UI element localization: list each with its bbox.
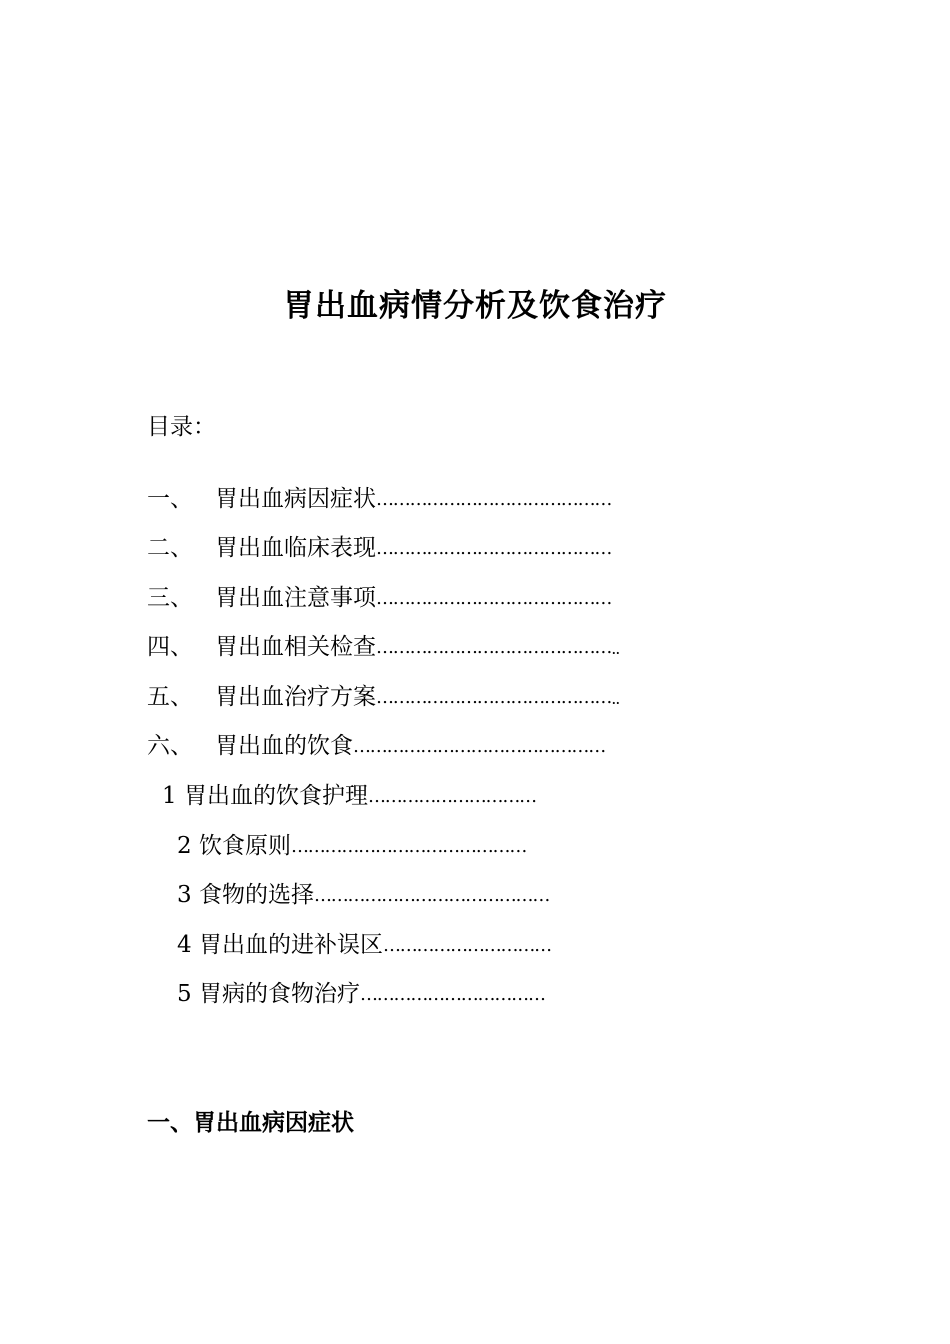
toc-item-number: 六、: [147, 733, 193, 759]
toc-subitem: [177, 830, 526, 862]
toc-item-leader: ……………………………………: [376, 637, 612, 658]
toc-label: 目录：: [147, 414, 216, 440]
toc-item-leader: ……………………………………: [376, 489, 612, 510]
toc-subitem: [162, 780, 536, 812]
toc-item-number: 四、: [147, 634, 193, 660]
toc-item-tail: ..: [611, 689, 620, 708]
toc-subitem-leader: …………………………: [367, 786, 536, 807]
toc-subitem-leader: ……………………………………: [313, 885, 550, 906]
section-heading: 一、胃出血病因症状: [147, 1109, 354, 1136]
toc-item-leader: ……………………………………: [376, 588, 612, 609]
toc-subitem: [177, 929, 551, 961]
toc-item-text: 胃出血相关检查: [215, 634, 376, 660]
toc-subitem-text: 5 胃病的食物治疗: [177, 981, 360, 1007]
toc-subitem: [177, 978, 545, 1010]
toc-item: [147, 681, 619, 713]
toc-item-tail: ..: [611, 639, 620, 658]
toc-item-number: 三、: [147, 585, 193, 611]
toc-item-number: 五、: [147, 684, 193, 710]
toc-subitem-leader: ……………………………: [359, 984, 545, 1005]
toc-item-text: 胃出血治疗方案: [215, 684, 376, 710]
toc-subitem-text: 2 饮食原则: [177, 833, 291, 859]
toc-item-leader: ………………………………………: [353, 736, 606, 757]
toc-subitem-text: 1 胃出血的饮食护理: [162, 783, 368, 809]
toc-item-leader: ……………………………………: [376, 538, 612, 559]
toc-subitem-text: 3 食物的选择: [177, 882, 314, 908]
toc-item-number: 一、: [147, 486, 193, 512]
toc-item: [147, 483, 611, 515]
toc-item-leader: ……………………………………: [376, 687, 612, 708]
toc-subitem-leader: …………………………: [382, 935, 551, 956]
toc-item-text: 胃出血临床表现: [215, 535, 376, 561]
toc-item: [147, 582, 611, 614]
toc-item: [147, 730, 605, 762]
toc-subitem: [177, 879, 549, 911]
toc-subitem-text: 4 胃出血的进补误区: [177, 932, 383, 958]
toc-item: [147, 631, 619, 663]
document-title: 胃出血病情分析及饮食治疗: [283, 288, 667, 324]
toc-subitem-leader: ……………………………………: [290, 836, 527, 857]
toc-item: [147, 532, 611, 564]
toc-item-text: 胃出血病因症状: [215, 486, 376, 512]
toc-item-number: 二、: [147, 535, 193, 561]
toc-item-text: 胃出血的饮食: [215, 733, 353, 759]
toc-item-text: 胃出血注意事项: [215, 585, 376, 611]
